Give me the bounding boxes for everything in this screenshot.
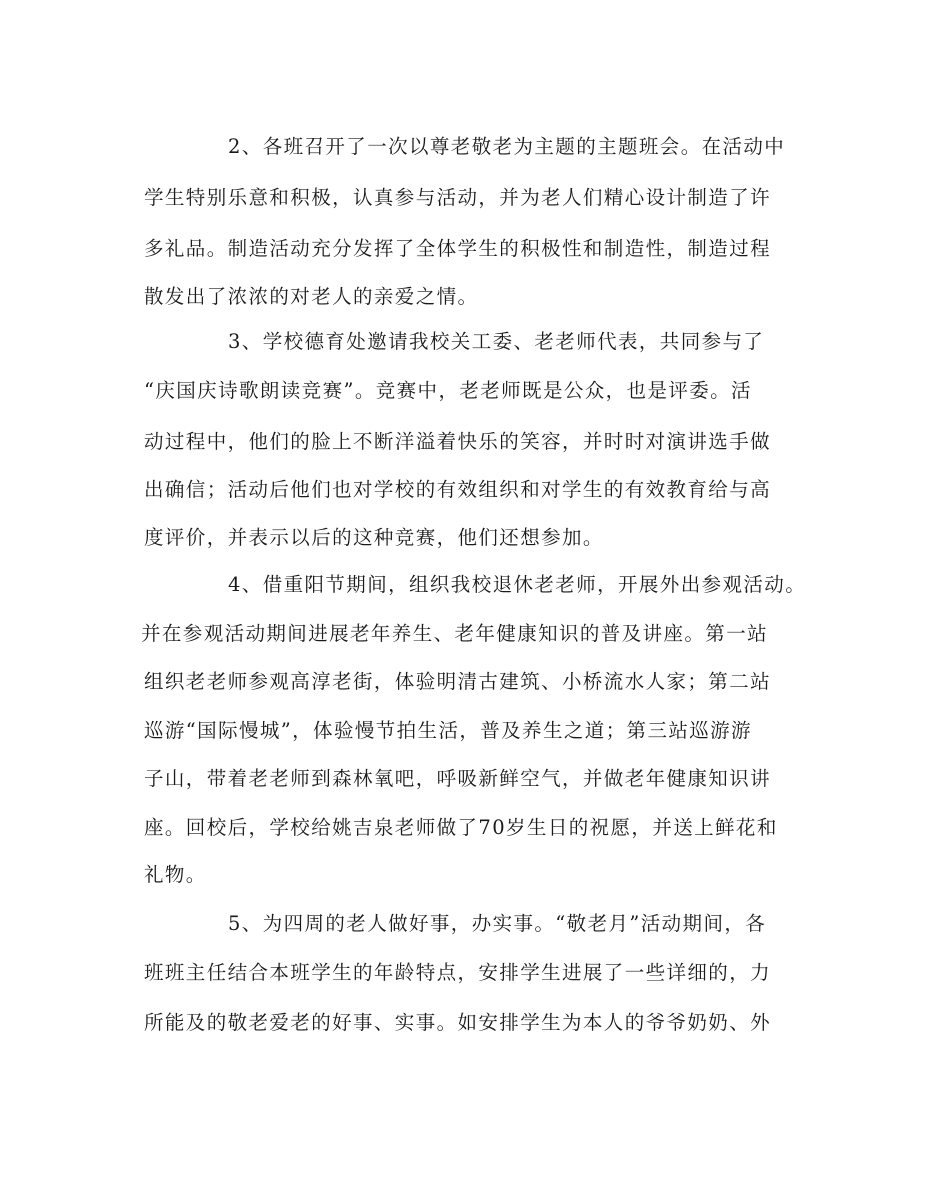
- paragraph-2-line-1: 2、各班召开了一次以尊老敬老为主题的主题班会。在活动中: [228, 135, 786, 158]
- paragraph-4-line-4: 巡游“国际慢城”，体验慢节拍生活，普及养生之道；第三站巡游游: [144, 719, 752, 742]
- paragraph-3-line-1: 3、学校德育处邀请我校关工委、老老师代表，共同参与了: [228, 330, 765, 353]
- paragraph-4-line-6: 座。回校后，学校给姚吉泉老师做了70岁生日的祝愿，并送上鲜花和: [144, 816, 778, 839]
- paragraph-2-line-3: 多礼品。制造活动充分发挥了全体学生的积极性和制造性，制造过程: [144, 237, 772, 260]
- paragraph-4-line-7: 礼物。: [144, 863, 207, 886]
- paragraph-3-line-4: 出确信；活动后他们也对学校的有效组织和对学生的有效教育给与高: [144, 478, 772, 501]
- paragraph-5-line-2: 班班主任结合本班学生的年龄特点，安排学生进展了一些详细的，力: [144, 961, 772, 984]
- paragraph-4-line-3: 组织老老师参观高淳老街，体验明清古建筑、小桥流水人家；第二站: [144, 670, 772, 693]
- paragraph-4-line-2: 并在参观活动期间进展老年养生、老年健康知识的普及讲座。第一站: [141, 622, 769, 645]
- paragraph-5-line-3: 所能及的敬老爱老的好事、实事。如安排学生为本人的爷爷奶奶、外: [144, 1011, 772, 1034]
- paragraph-4-line-1: 4、借重阳节期间，组织我校退休老老师，开展外出参观活动。: [228, 573, 807, 596]
- paragraph-3-line-5: 度评价，并表示以后的这种竞赛，他们还想参加。: [144, 526, 604, 549]
- paragraph-5-line-1: 5、为四周的老人做好事，办实事。“敬老月”活动期间，各: [228, 912, 767, 935]
- paragraph-2-line-4: 散发出了浓浓的对老人的亲爱之情。: [144, 285, 479, 308]
- paragraph-3-line-2: “庆国庆诗歌朗读竞赛”。竞赛中，老老师既是公众，也是评委。活: [144, 379, 752, 402]
- paragraph-2-line-2: 学生特别乐意和积极，认真参与活动，并为老人们精心设计制造了许: [144, 186, 772, 209]
- paragraph-3-line-3: 动过程中，他们的脸上不断洋溢着快乐的笑容，并时时对演讲选手做: [144, 430, 772, 453]
- paragraph-4-line-5: 子山，带着老老师到森林氧吧，呼吸新鲜空气，并做老年健康知识讲: [144, 767, 772, 790]
